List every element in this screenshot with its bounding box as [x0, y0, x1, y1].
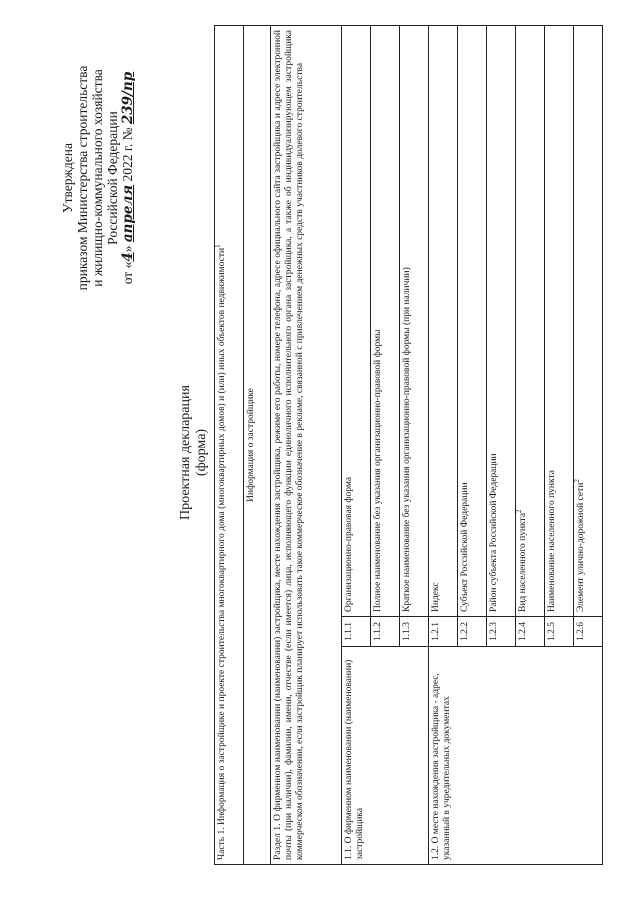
date-prefix: от «	[120, 261, 135, 285]
part1-heading	[215, 26, 244, 865]
handwritten-day: 4	[120, 252, 136, 262]
table-row	[429, 26, 458, 865]
handwritten-month: апреля	[120, 184, 136, 243]
row-label-cell	[487, 26, 516, 617]
footnote-mark: 2	[572, 479, 581, 483]
approval-line-1: Утверждена	[60, 143, 75, 213]
handwritten-order-number: 239/пр	[120, 71, 136, 125]
approval-line-2: приказом Министерства строительства	[75, 65, 90, 291]
row-label: Краткое наименование без указания организационно-правовой формы (при наличии)	[402, 267, 412, 612]
part1-heading-text: Часть 1. Информация о застройщике и проекте строительства многоквартирного дома (многоквартирных домов) и (или) иных объектов недвижимости	[217, 247, 227, 860]
row-label-cell	[400, 26, 429, 617]
row-label-cell	[342, 26, 371, 617]
row-label: Полное наименование без указания организационно-правовой формы	[373, 329, 383, 612]
title-line-2: (форма)	[194, 428, 209, 477]
subsection-title: 1.2. О месте нахождения застройщика - адрес, указанный в учредительных документах	[429, 647, 603, 865]
row-number: 1.2.6	[574, 617, 603, 647]
footnote-mark: 1	[213, 244, 222, 248]
row-label-cell	[458, 26, 487, 617]
row-number: 1.1.3	[400, 617, 429, 647]
date-mid: »	[120, 242, 135, 253]
row-label-cell	[371, 26, 400, 617]
footnote-mark: 2	[514, 509, 523, 513]
row-label-cell	[429, 26, 458, 617]
row-number: 1.2.5	[545, 617, 574, 647]
row-label-cell	[516, 26, 545, 617]
row-number: 1.2.2	[458, 617, 487, 647]
date-year: 2022 г. №	[120, 124, 135, 185]
row-label: Индекс	[431, 582, 441, 612]
developer-info-heading: Информация о застройщике	[244, 26, 271, 865]
section1-description: Раздел 1. О фирменном наименовании (наименовании) застройщика, месте нахождения застройщика, режиме его работы, номере телефона, адресе официального сайта застройщика и адресе электронной почты (при наличии), фамилии, имени, отчестве (если имеется) лица, исполняющего функции единоличного исполнительного органа застройщика, а также об индивидуализирующем застройщика коммерческом обозначении, если застройщик планирует использовать такое коммерческое обозначение в рекламе, связанной с привлечением денежных средств участников долевого строительства	[271, 26, 342, 865]
approval-date-line	[120, 28, 136, 328]
row-number: 1.2.4	[516, 617, 545, 647]
title-line-1: Проектная декларация	[178, 385, 193, 520]
declaration-form-table	[214, 25, 603, 865]
row-label: Организационно-правовая форма	[344, 476, 354, 612]
subsection-title: 1.1. О фирменном наименовании (наименовании) застройщика	[342, 647, 429, 865]
approval-line-4: Российской Федерации	[105, 111, 120, 245]
row-number: 1.1.1	[342, 617, 371, 647]
row-label: Элемент улично-дорожной сети	[576, 482, 586, 612]
row-label: Субъект Российской Федерации	[460, 482, 470, 612]
row-number: 1.2.3	[487, 617, 516, 647]
approval-line-3: и жилищно-коммунального хозяйства	[90, 69, 105, 287]
table-row	[342, 26, 371, 865]
row-number: 1.2.1	[429, 617, 458, 647]
row-label: Вид населенного пункта	[518, 512, 528, 612]
row-label: Район субъекта Российской Федерации	[489, 453, 499, 612]
row-label-cell	[545, 26, 574, 617]
row-number: 1.1.2	[371, 617, 400, 647]
approval-stamp	[60, 28, 136, 328]
document-title	[178, 0, 210, 905]
row-label: Наименование населенного пункта	[547, 470, 557, 612]
row-label-cell	[574, 26, 603, 617]
